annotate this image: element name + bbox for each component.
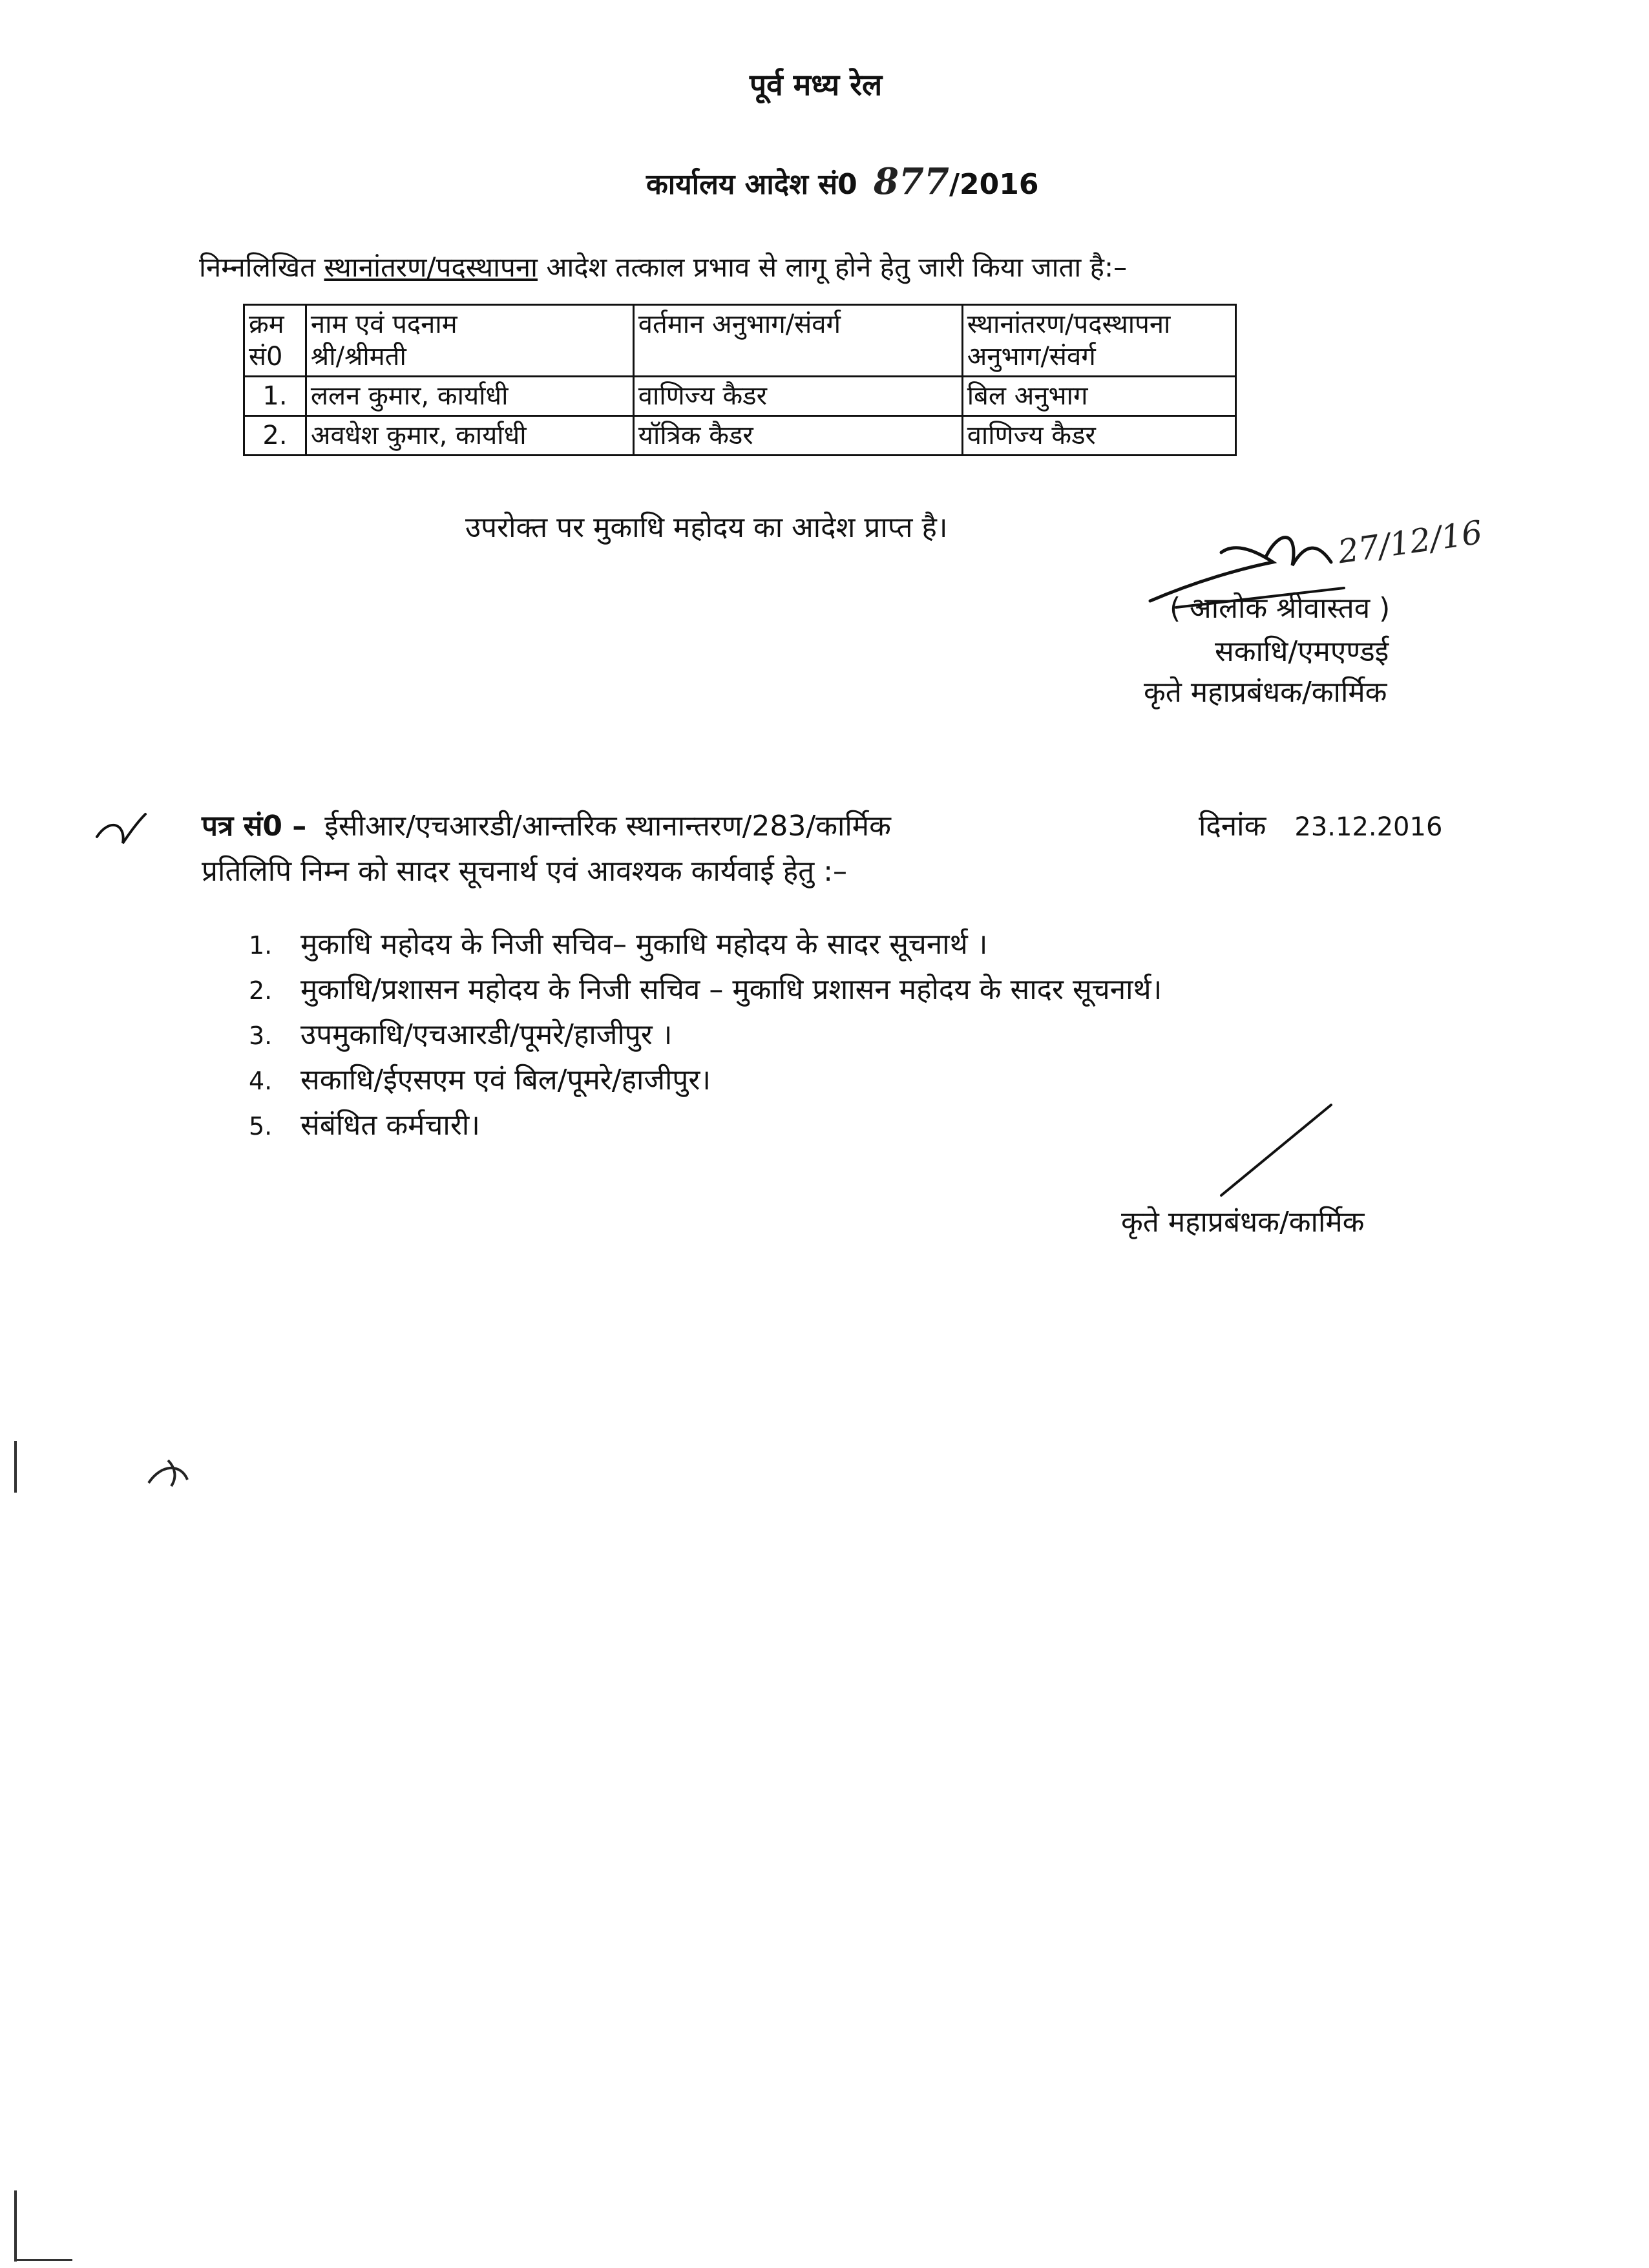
- header-transfer-section: स्थानांतरण/पदस्थापना अनुभाग/संवर्ग: [962, 305, 1235, 377]
- org-name: पूर्व मध्य रेल: [750, 67, 883, 102]
- table-cell-transfer: बिल अनुभाग: [962, 377, 1235, 416]
- ref-value: ईसीआर/एचआरडी/आन्तरिक स्थानान्तरण/283/कार्मिक: [324, 810, 891, 843]
- list-item: 5. संबंधित कर्मचारी।: [249, 1109, 480, 1142]
- intro-after: आदेश तत्काल प्रभाव से लागू होने हेतु जारी किया जाता है:–: [546, 251, 1128, 283]
- date-label: दिनांक: [1199, 810, 1266, 843]
- footer-for-line: कृते महाप्रबंधक/कार्मिक: [1121, 1206, 1365, 1239]
- table-cell-name: ललन कुमार, कार्याधी: [306, 377, 633, 416]
- letter-date: [1199, 812, 1442, 841]
- table-cell-serial: 1.: [244, 377, 306, 416]
- table-cell-transfer: वाणिज्य कैडर: [962, 416, 1235, 456]
- table-cell-serial: 2.: [244, 416, 306, 456]
- copy-to-line: प्रतिलिपि निम्न को सादर सूचनार्थ एवं आवश्यक कार्यवाई हेतु :–: [202, 855, 848, 888]
- table-row: [244, 416, 1236, 456]
- scan-corner-vertical: [14, 2190, 17, 2262]
- list-item: 4. सकाधि/ईएसएम एवं बिल/पूमरे/हाजीपुर।: [249, 1064, 711, 1097]
- date-value: 23.12.2016: [1294, 812, 1443, 842]
- order-number-handwritten: 877: [874, 160, 949, 203]
- scan-corner-horizontal: [14, 2259, 72, 2261]
- signature-date-handwritten: 27/12/16: [1336, 513, 1485, 571]
- intro-line: [199, 251, 1128, 283]
- initial-stroke: [1215, 1098, 1344, 1202]
- table-row: [244, 377, 1236, 416]
- table-header-row: [244, 305, 1236, 377]
- signatory-name: ( आलोक श्रीवास्तव ): [1170, 592, 1391, 625]
- scan-mark: [142, 1451, 200, 1496]
- signatory-designation: सकाधि/एमएण्डई: [1215, 635, 1389, 668]
- letter-reference: [202, 812, 891, 841]
- intro-underlined: स्थानांतरण/पदस्थापना: [324, 251, 538, 283]
- table-cell-current: यॉत्रिक कैडर: [633, 416, 962, 456]
- list-item: 3. उपमुकाधि/एचआरडी/पूमरे/हाजीपुर ।: [249, 1018, 673, 1051]
- header-name-designation: नाम एवं पदनाम श्री/श्रीमती: [306, 305, 633, 377]
- list-item: 1. मुकाधि महोदय के निजी सचिव– मुकाधि महोदय के सादर सूचनार्थ ।: [249, 928, 988, 961]
- order-title-prefix: कार्यालय आदेश सं0: [646, 168, 857, 201]
- intro-before: निम्नलिखित: [199, 251, 316, 283]
- margin-tick-mark: [90, 804, 155, 863]
- scan-edge-line: [14, 1441, 17, 1493]
- list-item: 2. मुकाधि/प्रशासन महोदय के निजी सचिव – मुकाधि प्रशासन महोदय के सादर सूचनार्थ।: [249, 973, 1162, 1006]
- header-serial: क्रम सं0: [244, 305, 306, 377]
- transfer-table: [243, 304, 1237, 456]
- ref-label: पत्र सं0 –: [202, 810, 307, 843]
- order-title: [646, 160, 1039, 203]
- table-cell-current: वाणिज्य कैडर: [633, 377, 962, 416]
- table-cell-name: अवधेश कुमार, कार्याधी: [306, 416, 633, 456]
- approval-note: उपरोक्त पर मुकाधि महोदय का आदेश प्राप्त है।: [465, 511, 948, 544]
- order-year: /2016: [949, 168, 1039, 201]
- signatory-for-line: कृते महाप्रबंधक/कार्मिक: [1144, 676, 1387, 709]
- header-current-section: वर्तमान अनुभाग/संवर्ग: [633, 305, 962, 377]
